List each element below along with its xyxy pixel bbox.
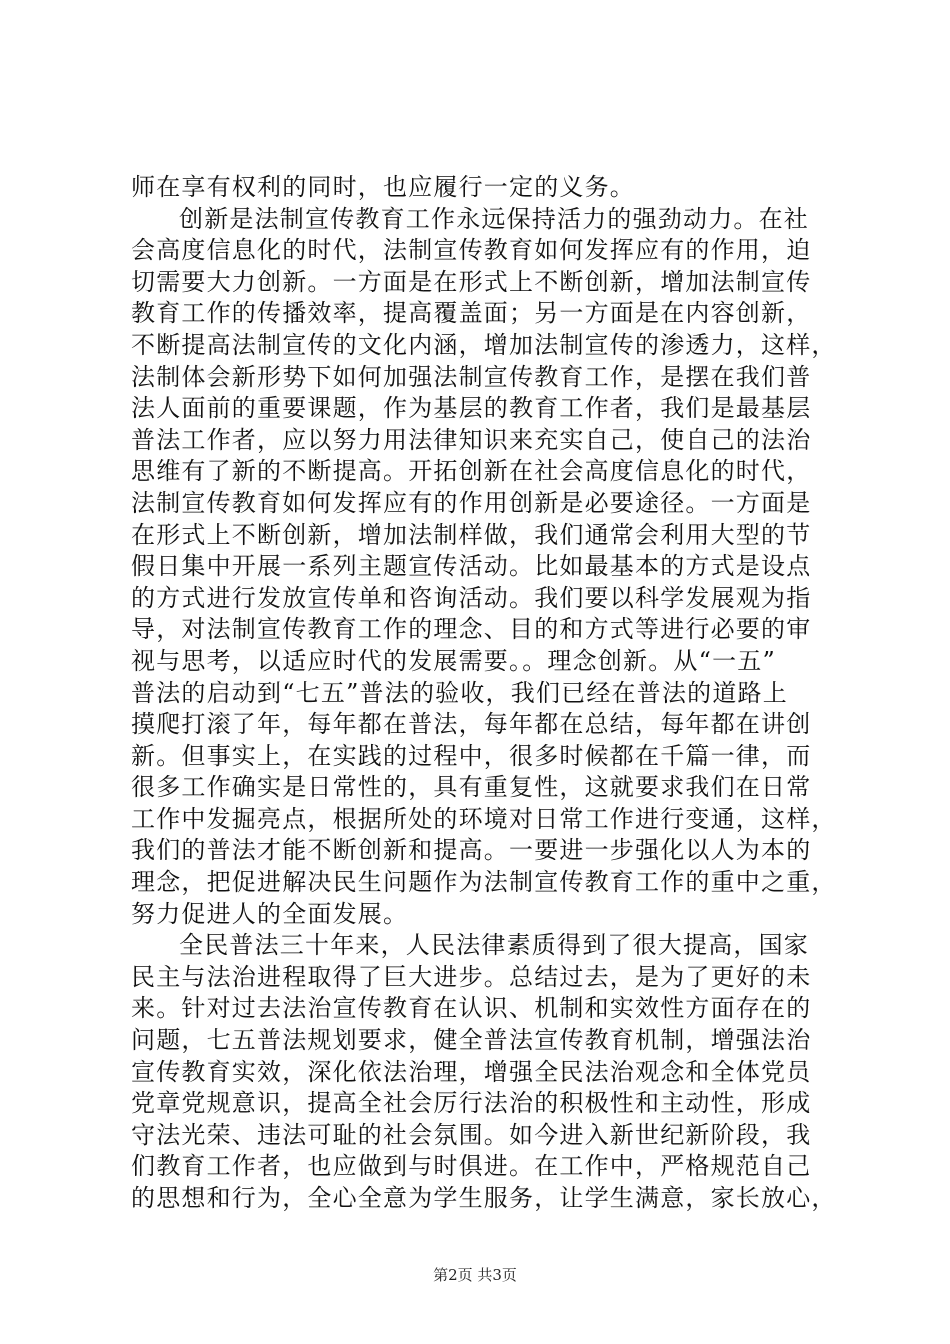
paragraph-start-line: 全民普法三十年来，人民法律素质得到了很大提高，国家 xyxy=(179,931,809,960)
text-line: 法制体会新形势下如何加强法制宣传教育工作，是摆在我们普 xyxy=(131,362,812,391)
text-line: 导，对法制宣传教育工作的理念、目的和方式等进行必要的审 xyxy=(131,615,812,644)
text-line: 视与思考，以适应时代的发展需要。。理念创新。从“一五” xyxy=(131,646,776,675)
text-line: 会高度信息化的时代，法制宣传教育如何发挥应有的作用，迫 xyxy=(131,236,812,265)
text-line: 问题，七五普法规划要求，健全普法宣传教育机制，增强法治 xyxy=(131,1026,812,1055)
paragraph-start-line: 创新是法制宣传教育工作永远保持活力的强劲动力。在社 xyxy=(179,204,809,233)
text-line: 思维有了新的不断提高。开拓创新在社会高度信息化的时代， xyxy=(131,457,812,486)
text-line: 们教育工作者，也应做到与时俱进。在工作中，严格规范自己 xyxy=(131,1152,812,1181)
document-body xyxy=(131,172,837,1215)
text-line: 在形式上不断创新，增加法制样做，我们通常会利用大型的节 xyxy=(131,520,812,549)
text-line: 法人面前的重要课题，作为基层的教育工作者，我们是最基层 xyxy=(131,394,812,423)
text-line: 不断提高法制宣传的文化内涵，增加法制宣传的渗透力，这样， xyxy=(131,330,837,359)
text-line: 的思想和行为，全心全意为学生服务，让学生满意，家长放心， xyxy=(131,1184,837,1212)
text-line: 法制宣传教育如何发挥应有的作用创新是必要途径。一方面是 xyxy=(131,488,812,517)
text-line: 理念，把促进解决民生问题作为法制宣传教育工作的重中之重， xyxy=(131,868,837,897)
text-line: 的方式进行发放宣传单和咨询活动。我们要以科学发展观为指 xyxy=(131,583,812,612)
text-line: 新。但事实上，在实践的过程中，很多时候都在千篇一律，而 xyxy=(131,741,812,770)
text-line: 很多工作确实是日常性的，具有重复性，这就要求我们在日常 xyxy=(131,773,812,802)
text-line: 普法工作者，应以努力用法律知识来充实自己，使自己的法治 xyxy=(131,425,812,454)
text-line: 切需要大力创新。一方面是在形式上不断创新，增加法制宣传 xyxy=(131,267,812,296)
text-line: 教育工作的传播效率，提高覆盖面；另一方面是在内容创新， xyxy=(131,299,812,328)
text-line: 守法光荣、违法可耻的社会氛围。如今进入新世纪新阶段，我 xyxy=(131,1120,812,1149)
text-line: 来。针对过去法治宣传教育在认识、机制和实效性方面存在的 xyxy=(131,994,812,1023)
text-line: 民主与法治进程取得了巨大进步。总结过去，是为了更好的未 xyxy=(131,962,812,991)
text-line: 努力促进人的全面发展。 xyxy=(131,899,409,928)
text-line: 党章党规意识，提高全社会厉行法治的积极性和主动性，形成 xyxy=(131,1089,812,1118)
text-line: 摸爬打滚了年，每年都在普法，每年都在总结，每年都在讲创 xyxy=(131,710,812,739)
text-line: 我们的普法才能不断创新和提高。一要进一步强化以人为本的 xyxy=(131,836,812,865)
text-line: 师在享有权利的同时，也应履行一定的义务。 xyxy=(131,173,635,201)
text-line: 普法的启动到“七五”普法的验收，我们已经在普法的道路上 xyxy=(131,678,788,707)
text-line: 假日集中开展一系列主题宣传活动。比如最基本的方式是设点 xyxy=(131,552,812,581)
text-line: 宣传教育实效，深化依法治理，增强全民法治观念和全体党员 xyxy=(131,1057,812,1086)
page-footer: 第2页 共3页 xyxy=(433,1266,517,1284)
text-line: 工作中发掘亮点，根据所处的环境对日常工作进行变通，这样， xyxy=(131,804,837,833)
